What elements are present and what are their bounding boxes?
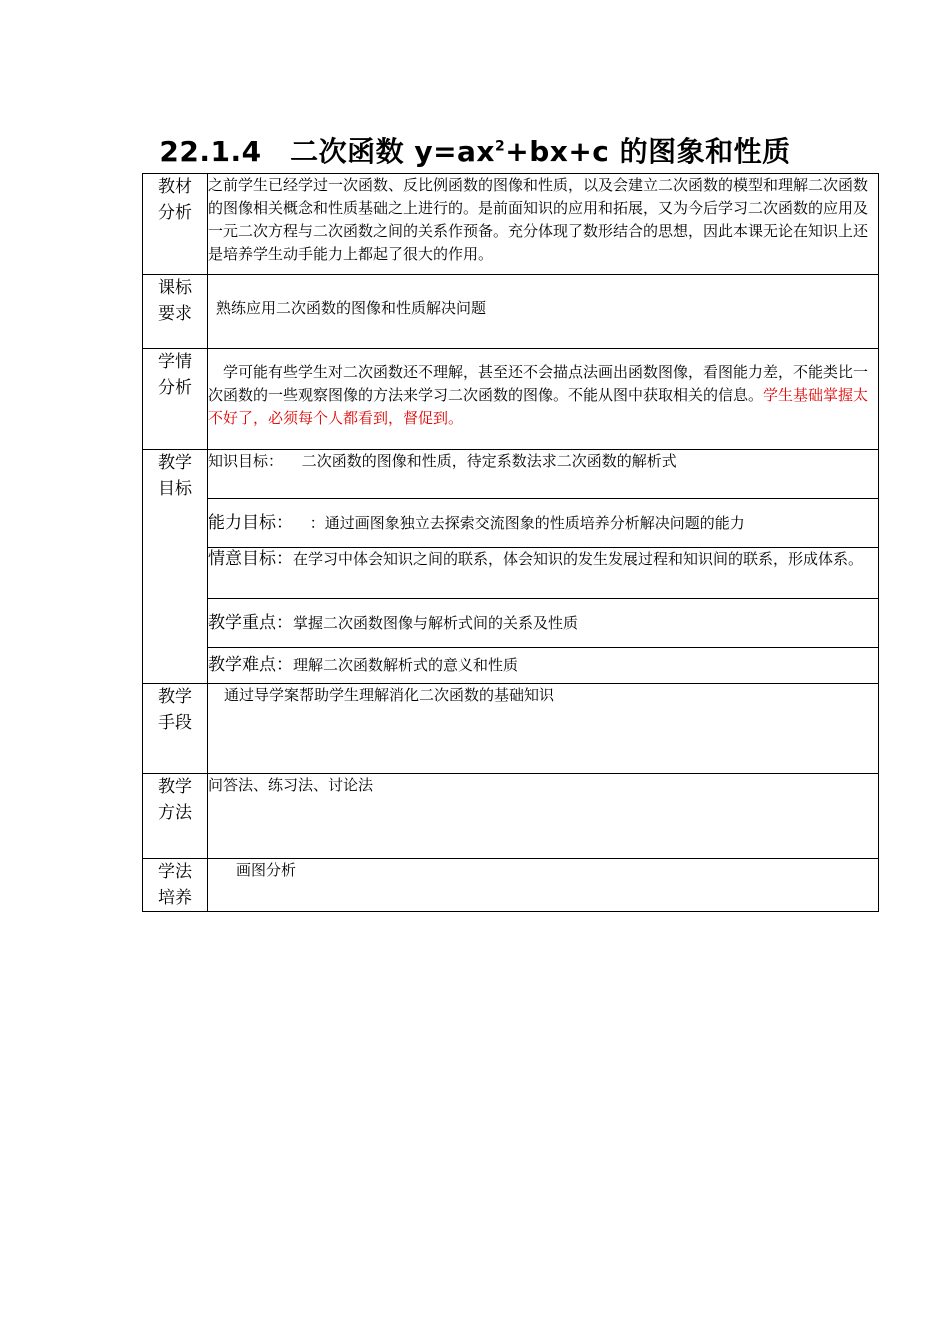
label-student-analysis xyxy=(143,349,208,450)
lesson-plan-table xyxy=(142,173,879,912)
knowledge-goal xyxy=(208,450,879,499)
label-line: 目标 xyxy=(158,479,192,499)
emotion-goal-label: 情意目标： xyxy=(208,549,293,569)
row-goal-ability xyxy=(143,499,879,548)
student-analysis-text: 学可能有些学生对二次函数还不理解，甚至还不会描点法画出函数图像，看图能力差，不能类比一次函数的一些观察图像的方法来学习二次函数的图像。不能从图中获取相关的信息。 xyxy=(208,363,869,404)
label-line: 课标 xyxy=(158,278,192,298)
label-teaching-means xyxy=(143,684,208,774)
textbook-analysis-text: 之前学生已经学过一次函数、反比例函数的图像和性质，以及会建立二次函数的模型和理解二次函数的图像相关概念和性质基础之上进行的。是前面知识的应用和拓展，又为今后学习二次函数的应用及一元二次方程与二次函数之间的关系作预备。充分体现了数形结合的思想，因此本课无论在知识上还是培养学生动手能力上都起了很大的作用。 xyxy=(208,176,869,263)
label-line: 方法 xyxy=(158,803,192,823)
key-point-text: 掌握二次函数图像与解析式间的关系及性质 xyxy=(293,613,579,632)
label-line: 培养 xyxy=(158,888,192,908)
label-teaching-goals xyxy=(143,450,208,684)
learning-methods-content xyxy=(208,859,879,912)
emotion-goal-text: 在学习中体会知识之间的联系，体会知识的发生发展过程和知识间的联系，形成体系。 xyxy=(293,550,864,568)
label-line: 教材 xyxy=(158,177,192,197)
row-teaching-means xyxy=(143,684,879,774)
textbook-analysis-content xyxy=(208,174,879,275)
row-goal-knowledge xyxy=(143,450,879,499)
knowledge-goal-text: 二次函数的图像和性质，待定系数法求二次函数的解析式 xyxy=(301,452,677,470)
label-line: 教学 xyxy=(158,687,192,707)
difficulty-label: 教学难点： xyxy=(208,655,293,675)
row-learning-methods xyxy=(143,859,879,912)
page-title xyxy=(0,130,950,170)
label-line: 学法 xyxy=(158,862,192,882)
teaching-means-text: 通过导学案帮助学生理解消化二次函数的基础知识 xyxy=(224,686,555,704)
key-point-label: 教学重点： xyxy=(208,612,293,633)
row-student-analysis xyxy=(143,349,879,450)
row-key-point xyxy=(143,599,879,648)
student-analysis-note: 学生基础掌握太不好了，必须每个人都看到，督促到。 xyxy=(208,386,869,427)
title-prefix: 22.1.4 二次函数 y=ax xyxy=(159,135,495,168)
row-textbook-analysis xyxy=(143,174,879,275)
emotion-goal xyxy=(208,548,879,599)
label-line: 分析 xyxy=(158,378,192,398)
knowledge-goal-label: 知识目标： xyxy=(208,452,284,470)
row-teaching-methods xyxy=(143,774,879,859)
label-line: 要求 xyxy=(158,304,192,324)
curriculum-standard-text: 熟练应用二次函数的图像和性质解决问题 xyxy=(216,299,487,317)
label-line: 手段 xyxy=(158,713,192,733)
label-curriculum-standard xyxy=(143,275,208,349)
difficulty-point xyxy=(208,648,879,684)
teaching-methods-content xyxy=(208,774,879,859)
student-analysis-content xyxy=(208,349,879,450)
row-curriculum-standard xyxy=(143,275,879,349)
title-suffix: +bx+c 的图象和性质 xyxy=(505,135,791,168)
row-goal-emotion xyxy=(143,548,879,599)
teaching-means-content xyxy=(208,684,879,774)
teaching-methods-text: 问答法、练习法、讨论法 xyxy=(208,776,374,794)
ability-goal xyxy=(208,499,879,548)
ability-goal-label: 能力目标： xyxy=(208,512,293,533)
label-line: 教学 xyxy=(158,453,192,473)
difficulty-text: 理解二次函数解析式的意义和性质 xyxy=(293,656,519,674)
label-line: 分析 xyxy=(158,203,192,223)
learning-methods-text: 画图分析 xyxy=(236,861,297,879)
curriculum-standard-content xyxy=(208,275,879,349)
ability-goal-text: ：通过画图象独立去探索交流图象的性质培养分析解决问题的能力 xyxy=(309,513,745,532)
label-textbook-analysis xyxy=(143,174,208,275)
key-point xyxy=(208,599,879,648)
label-learning-methods xyxy=(143,859,208,912)
label-line: 教学 xyxy=(158,777,192,797)
label-teaching-methods xyxy=(143,774,208,859)
title-superscript: 2 xyxy=(495,138,506,155)
label-line: 学情 xyxy=(158,352,192,372)
row-difficulty xyxy=(143,648,879,684)
